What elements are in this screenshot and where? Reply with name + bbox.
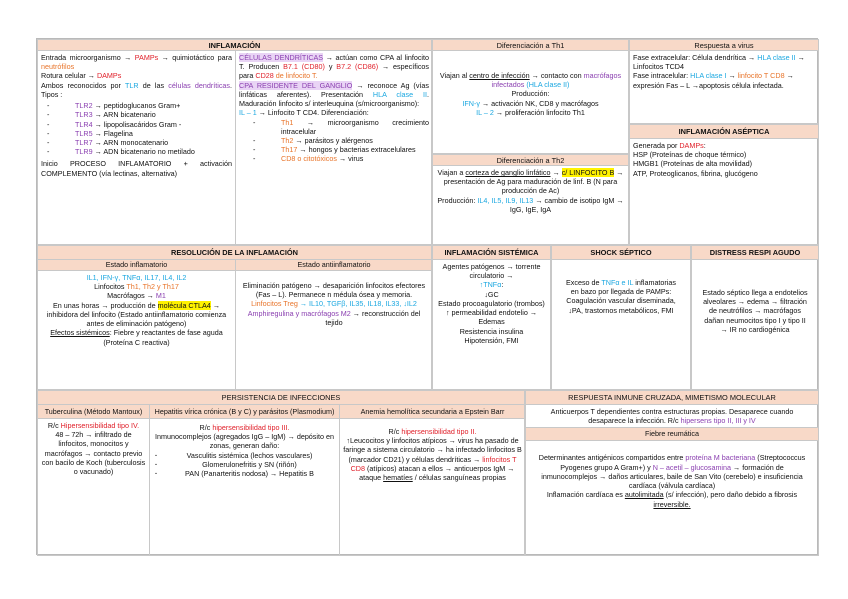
estado-antiinflamatorio-body <box>236 271 432 329</box>
virus-extracelular: Fase extracelular: Célula dendrítica → HLA clase II → Linfocitos TCD4 <box>633 53 805 72</box>
dendriticas-paragraph: CÉLULAS DENDRÍTICAS → actúan como CPA al linfocito T. Producen B7.1 (CD80) y B7.2 (CD86) → específicos para CD28 de linfocito T. <box>239 53 429 81</box>
aseptica-hmgb1: HMGB1 (Proteínas de alta movilidad) <box>633 159 753 169</box>
list-item: - TLR9 → ADN bicatenario no metilado <box>47 147 232 156</box>
distress-section <box>691 245 819 390</box>
inflamacion-section <box>37 39 432 245</box>
th-list <box>253 118 429 164</box>
sistemica-body <box>433 260 550 347</box>
list-item: - Th17 → hongos y bacterias extracelulares <box>253 145 429 154</box>
list-item: - TLR3 → ARN bicatenario <box>47 110 232 119</box>
th1-contact-line: Viajan al centro de infección → contacto con macrófagos infectados (HLA clase II) <box>439 71 622 90</box>
estado-antiinflamatorio-col <box>236 260 432 390</box>
estado-inflamatorio-header: Estado inflamatorio <box>38 260 235 271</box>
fiebre-inflamacion: Inflamación cardíaca es autolimitada (s/ infección), pero daño debido a fibrosis irreversible. <box>546 490 798 509</box>
th1-il2-line: IL – 2 → proliferación linfocito Th1 <box>476 107 585 117</box>
th2-header: Diferenciación a Th2 <box>433 155 628 166</box>
shock-section <box>551 245 691 390</box>
cpa-paragraph: CPA RESIDENTE DEL GANGLIO → reconoce Ag (vías linfáticas aferentes). Presentación HLA clase II. Maduración linfocito s/ interleuquina (s/microorganismo): <box>239 80 430 109</box>
hepatitis-body <box>150 419 339 480</box>
shock-body: Exceso de TNFα e IL inflamatorias en bazo por llegada de PAMPs: Coagulación vascular diseminada, ↓PA, trastornos metabólicos, FMI <box>565 278 677 315</box>
tuberculina-header: Tuberculina (Método Mantoux) <box>38 405 149 419</box>
fiebre-determinantes: Determinantes antigénicos compartidos entre proteína M bacteriana (Streptococcus Pyogenes grupo A Gram+) y N – acetil – glucosamina → formación de inmunocomplejos → daños articulares, baile de San Vito (cerebelo) e insuficiencia cardíaca (válvula cardíaca) <box>538 453 806 491</box>
virus-section <box>629 39 819 124</box>
efectos-line: Efectos sistémicos: Fiebre y reactantes de fase aguda (Proteína C reactiva) <box>50 328 223 347</box>
distress-header: DISTRESS RESPI AGUDO <box>692 246 818 260</box>
inflamacion-header: INFLAMACIÓN <box>38 40 431 51</box>
sistemica-procoagulatorio: Estado procoagulatorio (trombos) <box>438 298 545 308</box>
virus-body <box>630 51 818 92</box>
tuberculina-body <box>38 419 149 478</box>
th1-ifn-line: IFN-γ → activación NK, CD8 y macrófagos <box>462 98 599 108</box>
inflamacion-col2 <box>236 51 432 245</box>
hepatitis-list <box>153 451 336 479</box>
sistemica-section <box>432 245 551 390</box>
sistemica-permeabilidad: ↑ permeabilidad endotelio → Edemas <box>445 308 538 327</box>
list-item: · PAN (Panarteritis nodosa) → Hepatitis B <box>153 469 336 478</box>
inflamacion-col1 <box>38 51 236 245</box>
th2-section <box>432 154 629 245</box>
cruzada-header: RESPUESTA INMUNE CRUZADA, MIMETISMO MOLECULAR <box>526 391 818 405</box>
inicio-line: Inicio PROCESO INFLAMATORIO + activación COMPLEMENTO (vía lectinas, alternativa) <box>41 159 232 178</box>
anemia-col <box>340 405 525 556</box>
estado-antiinflamatorio-header: Estado antiinflamatorio <box>236 260 432 271</box>
sistemica-gc: ↓GC <box>484 289 499 299</box>
il1-line: IL – 1 → Linfocito T CD4. Diferenciación: <box>239 108 369 118</box>
rotura-line: Rotura celular → DAMPs <box>41 71 122 81</box>
tuberculina-rc: R/c Hipersensibilidad tipo IV. <box>47 421 140 430</box>
list-item: - Th2 → parásitos y alérgenos <box>253 136 429 145</box>
ambos-line: Ambos reconocidos por TLR de las células dendríticas. Tipos : <box>41 80 233 99</box>
anemia-text: ↑Leucocitos y linfocitos atípicos → virus ha pasado de faringe a sistema circulatorio → ha infectado linfocitos B (marcador CD21) y células dendríticas → linfocitos T CD8 (atípicos) atacan a ellos → anticuerpos IgM → ataque hematíes / células sanguíneas propias <box>343 436 522 483</box>
th1-header: Diferenciación a Th1 <box>433 40 628 51</box>
virus-intracelular: Fase intracelular: HLA clase I → linfocito T CD8 → expresión Fas – L →apoptosis célula infectada. <box>633 71 794 90</box>
th1-production-label: Producción: <box>511 89 550 99</box>
hepatitis-header: Hepatitis vírica crónica (B y C) y parásitos (Plasmodium) <box>150 405 339 419</box>
sistemica-insulina: Resistencia insulina <box>459 326 524 336</box>
distress-body: Estado séptico llega a endotelios alveolares → edema → filtración de neutrófilos → macrófagos dañan neumocitos tipo I y tipo II → IR no cardiogénica <box>702 288 808 334</box>
list-item: - TLR7 → ARN monocatenario <box>47 138 232 147</box>
eliminacion-paragraph: Eliminación patógeno → desaparición linfocitos efectores (Fas – L). Permanece n médula ósea y memoria. <box>242 281 426 300</box>
list-item: · Vasculitis sistémica (lechos vasculares) <box>153 451 336 460</box>
list-item: - CD8 o citotóxicos → virus <box>253 154 429 163</box>
summary-sheet <box>36 38 818 555</box>
anemia-header: Anemia hemolítica secundaria a Epstein Barr <box>340 405 525 419</box>
sistemica-agentes: Agentes patógenos → torrente circulatorio → <box>442 262 541 281</box>
th1-section <box>432 39 629 154</box>
virus-header: Respuesta a virus <box>630 40 818 51</box>
linfocitos-line: Linfocitos Th1, Th2 y Th17 <box>94 282 179 292</box>
amphiregulina-line: Amphiregulina y macrófagos M2 → reconstrucción del tejido <box>247 308 421 327</box>
list-item: - TLR5 → Flagelina <box>47 129 232 138</box>
list-item: - TLR4 → lipopolisacáridos Gram - <box>47 120 232 129</box>
estado-inflamatorio-body <box>38 271 235 349</box>
cruzada-section <box>525 390 819 556</box>
aseptica-hsp: HSP (Proteínas de choque térmico) <box>633 150 747 160</box>
resolucion-header: RESOLUCIÓN DE LA INFLAMACIÓN <box>38 246 431 260</box>
sistemica-header: INFLAMACIÓN SISTÉMICA <box>433 246 550 260</box>
fiebre-body <box>526 441 818 508</box>
list-item: · Glomerulonefritis y SN (riñón) <box>153 460 336 469</box>
hepatitis-text: Inmunocomplejos (agregados IgG – IgM) → depósito en zonas, generan daño: <box>155 432 334 451</box>
sistemica-tnf: ↑TNFα: <box>479 280 504 290</box>
list-item: - Th1 → microorganismo crecimiento intracelular <box>253 118 429 136</box>
cytokines-line: IL1, IFN-γ, TNFα, IL17, IL4, IL2 <box>86 273 187 282</box>
shock-header: SHOCK SÉPTICO <box>552 246 690 260</box>
tuberculina-col <box>38 405 150 556</box>
aseptica-atp: ATP, Proteoglicanos, fibrina, glucógeno <box>633 168 758 178</box>
fiebre-header: Fiebre reumática <box>526 427 818 441</box>
estado-inflamatorio-col <box>38 260 236 390</box>
tlr-list <box>47 101 232 156</box>
th2-paragraph: Viajan a corteza de ganglio linfático → c/ LINFOCITO B → presentación de Ag para maduración de linf. B (N para producción de Ac) <box>437 168 624 196</box>
aseptica-section <box>629 124 819 245</box>
th1-body <box>433 51 628 119</box>
aseptica-generada: Generada por DAMPs: <box>633 141 706 150</box>
resolucion-section <box>37 245 432 390</box>
persistencia-header: PERSISTENCIA DE INFECCIONES <box>38 391 524 405</box>
anemia-body <box>340 419 525 484</box>
sistemica-hipotension: Hipotensión, FMI <box>464 335 519 345</box>
treg-line: Linfocitos Treg → IL10, TGFβ, IL35, IL18, IL33, ↓IL2 <box>251 299 417 309</box>
persistencia-section <box>37 390 525 556</box>
aseptica-header: INFLAMACIÓN ASÉPTICA <box>630 125 818 139</box>
macrofagos-line: Macrófagos → M1 <box>107 291 166 301</box>
th2-production-line: Producción: IL4, IL5, IL9, IL13 → cambio de isotipo IgM → IgG, IgE, IgA <box>437 195 624 214</box>
hepatitis-rc: R/c hipersensibilidad tipo III. <box>199 423 290 432</box>
aseptica-body <box>630 139 818 180</box>
th2-body <box>433 166 628 216</box>
hepatitis-col <box>150 405 340 556</box>
cruzada-body: Anticuerpos T dependientes contra estructuras propias. Desaparece cuando desaparece la infección. R/c hipersens tipo II, III y IV <box>550 407 794 426</box>
ctla4-paragraph: En unas horas → producción de molécula CTLA4 → inhibidora del linfocito (Estado antiinflamatorio comienza antes de eliminación patógeno) <box>46 300 227 329</box>
tuberculina-text: 48 – 72h → infiltrado de linfocitos, monocitos y macrófagos → contacto previo con bacilo de Koch (tuberculosis o vacunado) <box>41 430 146 477</box>
entrada-line: Entrada microorganismo → PAMPs → quimiotáctico para neutrófilos <box>41 53 233 72</box>
list-item: - TLR2 → peptidoglucanos Gram+ <box>47 101 232 110</box>
anemia-rc: R/c hipersensibilidad tipo II. <box>388 427 477 436</box>
